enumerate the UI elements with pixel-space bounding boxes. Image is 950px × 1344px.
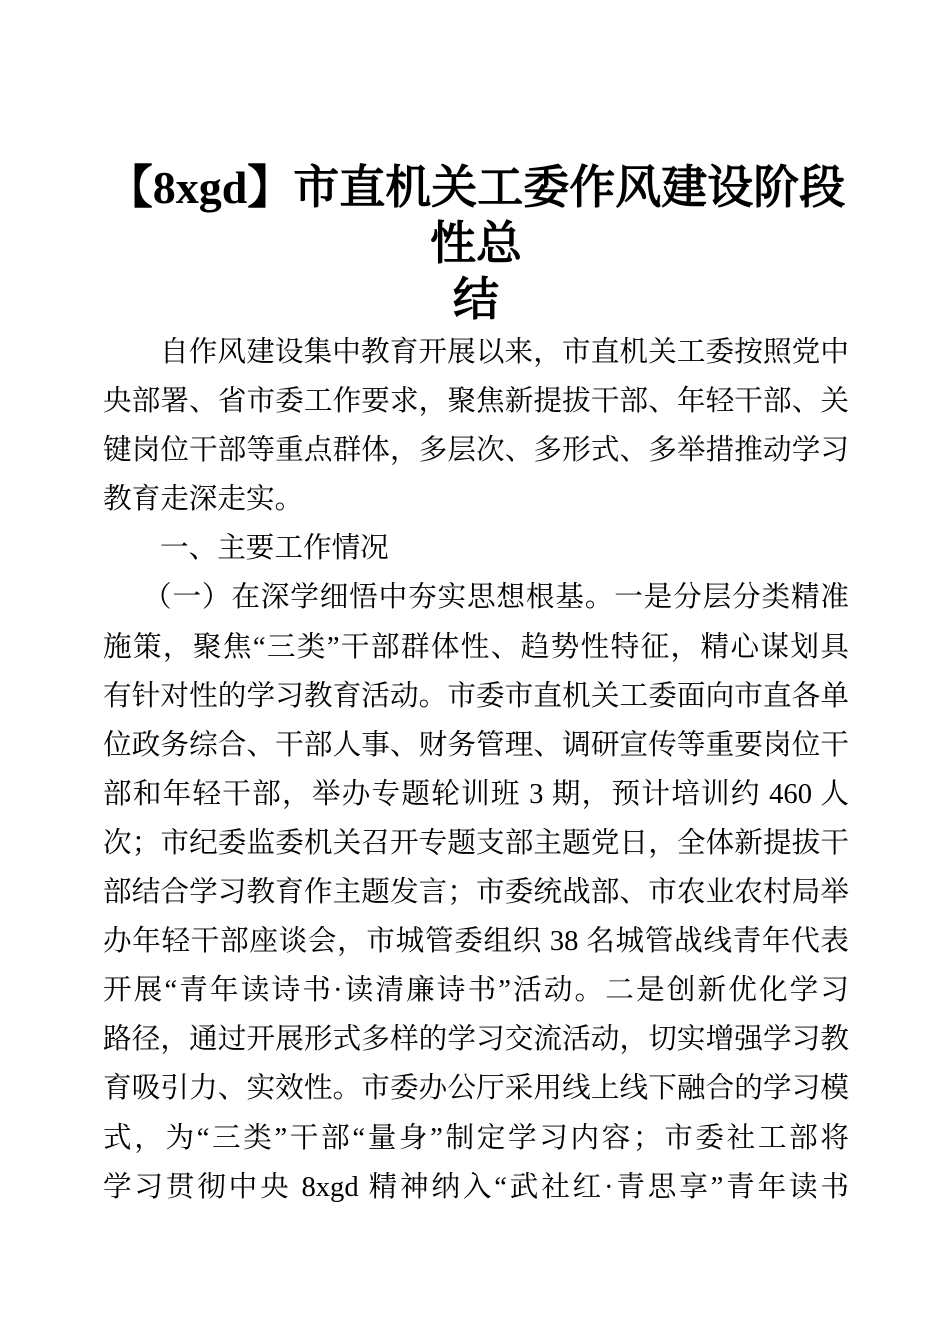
title-line: 【8xgd】市直机关工委作风建设阶段性总 [106, 162, 846, 269]
text-line: 开展“青年读诗书·读清廉诗书”活动。二是创新优化学习 [103, 975, 849, 1007]
text-line: 键岗位干部等重点群体，多层次、多形式、多举措推动学习 [103, 435, 849, 467]
text-line: 教育走深走实。 [103, 484, 304, 516]
document-body [103, 328, 849, 1212]
heading-text: 一、主要工作情况 [160, 533, 389, 565]
text-line: 施策，聚焦“三类”干部群体性、趋势性特征，精心谋划具 [103, 631, 849, 663]
title-line: 结 [453, 274, 499, 325]
text-line: 央部署、省市委工作要求，聚焦新提拔干部、年轻干部、关 [103, 386, 849, 418]
text-line: 部结合学习教育作主题发言；市委统战部、市农业农村局举 [103, 877, 849, 909]
section-paragraph [103, 573, 849, 1211]
text-line: （一）在深学细悟中夯实思想根基。一是分层分类精准 [143, 582, 849, 614]
text-line: 自作风建设集中教育开展以来，市直机关工委按照党中 [160, 337, 849, 368]
text-line: 办年轻干部座谈会，市城管委组织 38 名城管战线青年代表 [103, 926, 849, 958]
intro-paragraph [103, 328, 849, 524]
section-heading [103, 524, 849, 573]
text-line: 部和年轻干部，举办专题轮训班 3 期，预计培训约 460 人 [103, 778, 849, 810]
text-line: 次；市纪委监委机关召开专题支部主题党日，全体新提拔干 [103, 827, 849, 859]
text-line: 路径，通过开展形式多样的学习交流活动，切实增强学习教 [103, 1024, 849, 1056]
text-line: 学习贯彻中央 8xgd 精神纳入“武社红·青思享”青年读书 [103, 1171, 849, 1203]
text-line: 有针对性的学习教育活动。市委市直机关工委面向市直各单 [103, 680, 849, 712]
text-line: 式，为“三类”干部“量身”制定学习内容；市委社工部将 [103, 1122, 849, 1154]
text-line: 位政务综合、干部人事、财务管理、调研宣传等重要岗位干 [103, 729, 849, 761]
text-line: 育吸引力、实效性。市委办公厅采用线上线下融合的学习模 [103, 1073, 849, 1105]
document-title [100, 160, 852, 328]
